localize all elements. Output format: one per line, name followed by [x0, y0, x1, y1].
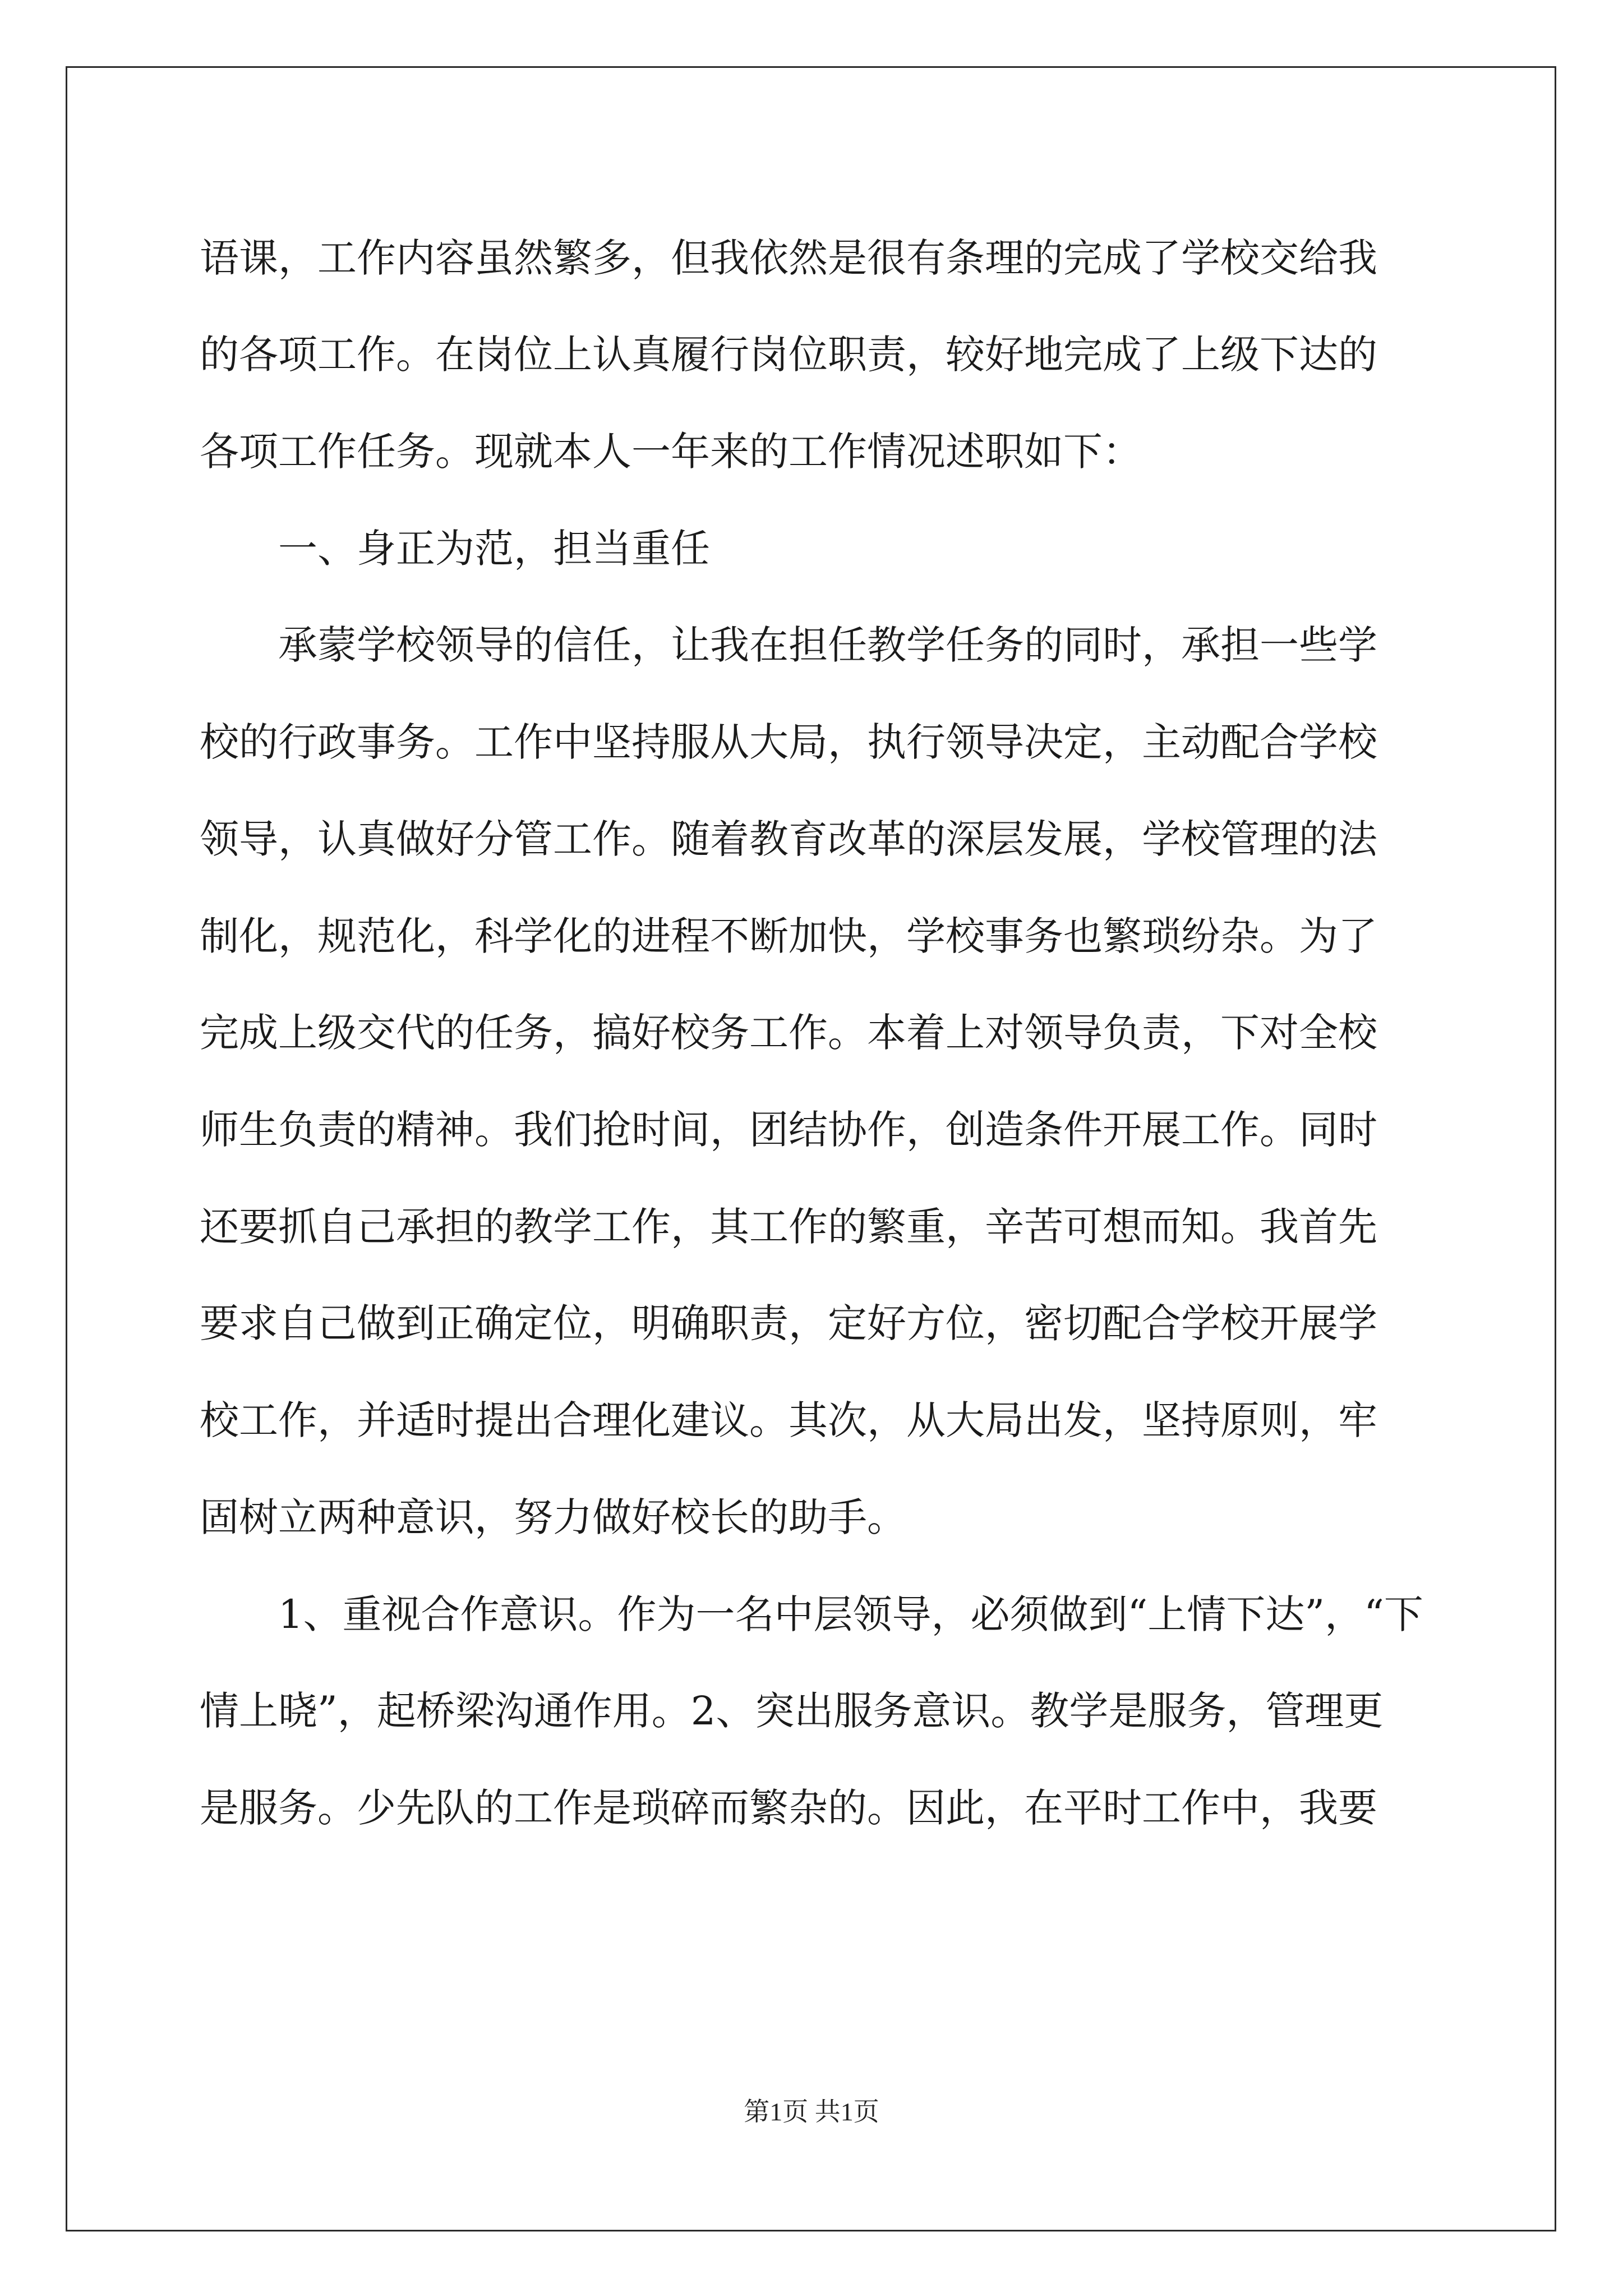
text-line: 校工作，并适时提出合理化建议。其次，从大局出发，坚持原则，牢	[200, 1397, 1377, 1443]
text-line: 各项工作任务。现就本人一年来的工作情况述职如下：	[200, 429, 1142, 475]
text-line: 制化，规范化，科学化的进程不断加快，学校事务也繁琐纷杂。为了	[200, 913, 1377, 959]
text-line: 还要抓自己承担的教学工作，其工作的繁重，辛苦可想而知。我首先	[200, 1204, 1377, 1250]
text-line: 要求自己做到正确定位，明确职责，定好方位，密切配合学校开展学	[200, 1300, 1377, 1346]
page-number: 第1页 共1页	[744, 2097, 879, 2126]
text-line: 1、重视合作意识。作为一名中层领导，必须做到“上情下达”，“下	[278, 1591, 1423, 1637]
text-line: 校的行政事务。工作中坚持服从大局，执行领导决定，主动配合学校	[200, 719, 1377, 765]
text-line: 是服务。少先队的工作是琐碎而繁杂的。因此，在平时工作中，我要	[200, 1785, 1377, 1831]
text-line: 语课，工作内容虽然繁多，但我依然是很有条理的完成了学校交给我	[200, 235, 1377, 281]
text-line: 领导，认真做好分管工作。随着教育改革的深层发展，学校管理的法	[200, 816, 1377, 862]
text-line: 完成上级交代的任务，搞好校务工作。本着上对领导负责，下对全校	[200, 1010, 1377, 1056]
text-line: 情上晓”，起桥梁沟通作用。2、突出服务意识。教学是服务，管理更	[200, 1688, 1384, 1734]
text-line: 承蒙学校领导的信任，让我在担任教学任务的同时，承担一些学	[278, 622, 1377, 668]
section-heading: 一、身正为范，担当重任	[278, 526, 710, 572]
text-line: 的各项工作。在岗位上认真履行岗位职责，较好地完成了上级下达的	[200, 332, 1377, 378]
text-line: 师生负责的精神。我们抢时间，团结协作，创造条件开展工作。同时	[200, 1107, 1377, 1153]
text-line: 固树立两种意识，努力做好校长的助手。	[200, 1494, 906, 1540]
